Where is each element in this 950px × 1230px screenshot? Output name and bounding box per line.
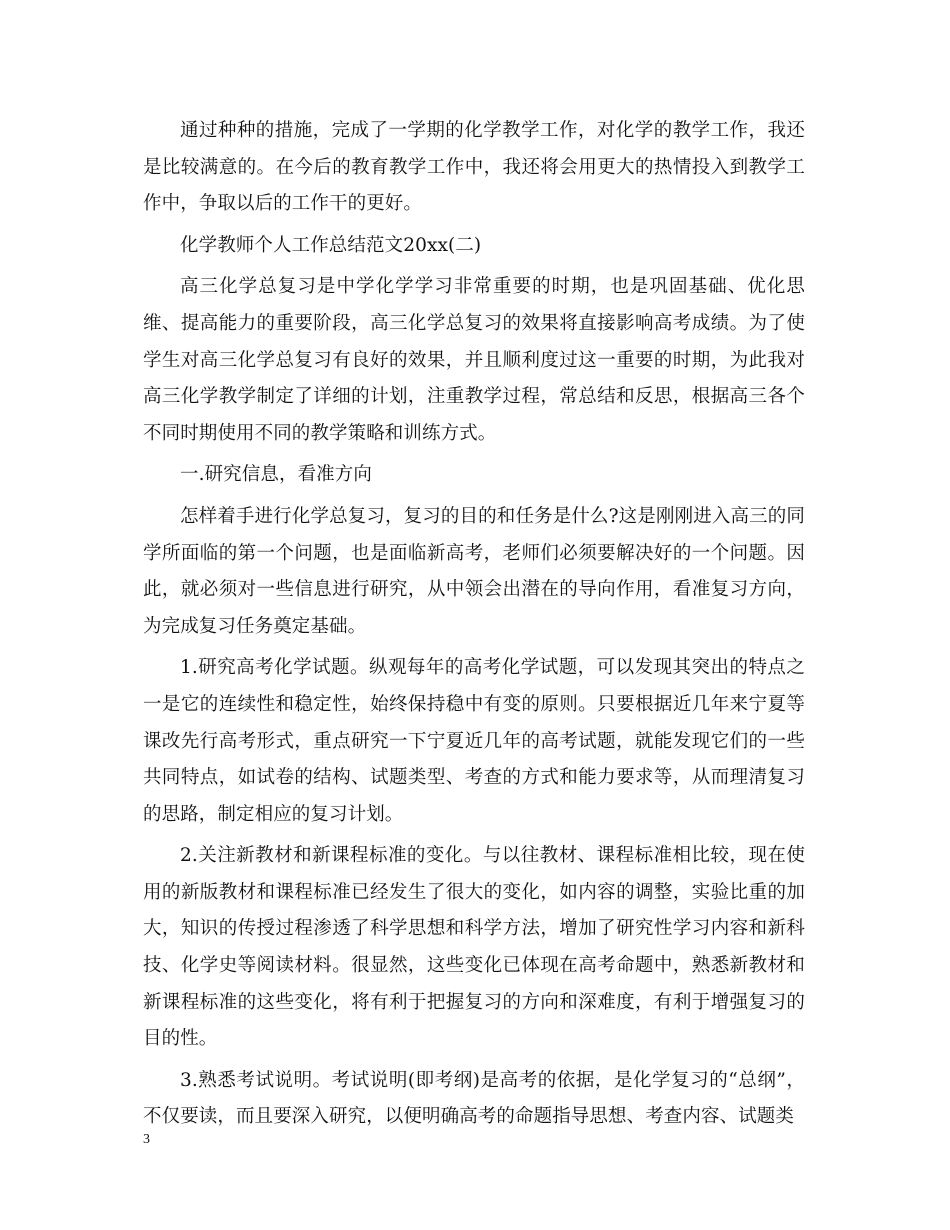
section-title: 化学教师个人工作总结范文20xx(二) — [180, 234, 482, 256]
paragraph-point-3: 3.熟悉考试说明。考试说明(即考纲)是高考的依据，是化学复习的“总纲”，不仅要读，而且要深入研究，以便明确高考的命题指导思想、考查内容、试题类 — [143, 1069, 805, 1128]
paragraph-review-question: 怎样着手进行化学总复习，复习的目的和任务是什么?这是刚刚进入高三的同学所面临的第一个问题，也是面临新高考，老师们必须要解决好的一个问题。因此，就必须对一些信息进行研究，从中领会出潜在的导向作用，看准复习方向，为完成复习任务奠定基础。 — [143, 505, 805, 637]
page-number: 3 — [143, 1132, 150, 1147]
paragraph-introduction: 高三化学总复习是中学化学学习非常重要的时期，也是巩固基础、优化思维、提高能力的重要阶段，高三化学总复习的效果将直接影响高考成绩。为了使学生对高三化学总复习有良好的效果，并且顺利度过这一重要的时期，为此我对高三化学教学制定了详细的计划，注重教学过程，常总结和反思，根据高三各个不同时期使用不同的教学策略和训练方式。 — [143, 276, 805, 444]
paragraph-point-2: 2.关注新教材和新课程标准的变化。与以往教材、课程标准相比较，现在使用的新版教材和课程标准已经发生了很大的变化，如内容的调整，实验比重的加大，知识的传授过程渗透了科学思想和科学方法，增加了研究性学习内容和新科技、化学史等阅读材料。很显然，这些变化已体现在高考命题中，熟悉新教材和新课程标准的这些变化，将有利于把握复习的方向和深难度，有利于增强复习的目的性。 — [143, 845, 805, 1050]
paragraph-closing-remarks: 通过种种的措施，完成了一学期的化学教学工作，对化学的教学工作，我还是比较满意的。在今后的教育教学工作中，我还将会用更大的热情投入到教学工作中，争取以后的工作干的更好。 — [143, 120, 805, 215]
document-body — [143, 113, 805, 1141]
heading-research-information: 一.研究信息，看准方向 — [180, 464, 372, 486]
paragraph-point-1: 1.研究高考化学试题。纵观每年的高考化学试题，可以发现其突出的特点之一是它的连续性和稳定性，始终保持稳中有变的原则。只要根据近几年来宁夏等课改先行高考形式，重点研究一下宁夏近几年的高考试题，就能发现它们的一些共同特点，如试卷的结构、试题类型、考查的方式和能力要求等，从而理清复习的思路，制定相应的复习计划。 — [143, 657, 805, 825]
